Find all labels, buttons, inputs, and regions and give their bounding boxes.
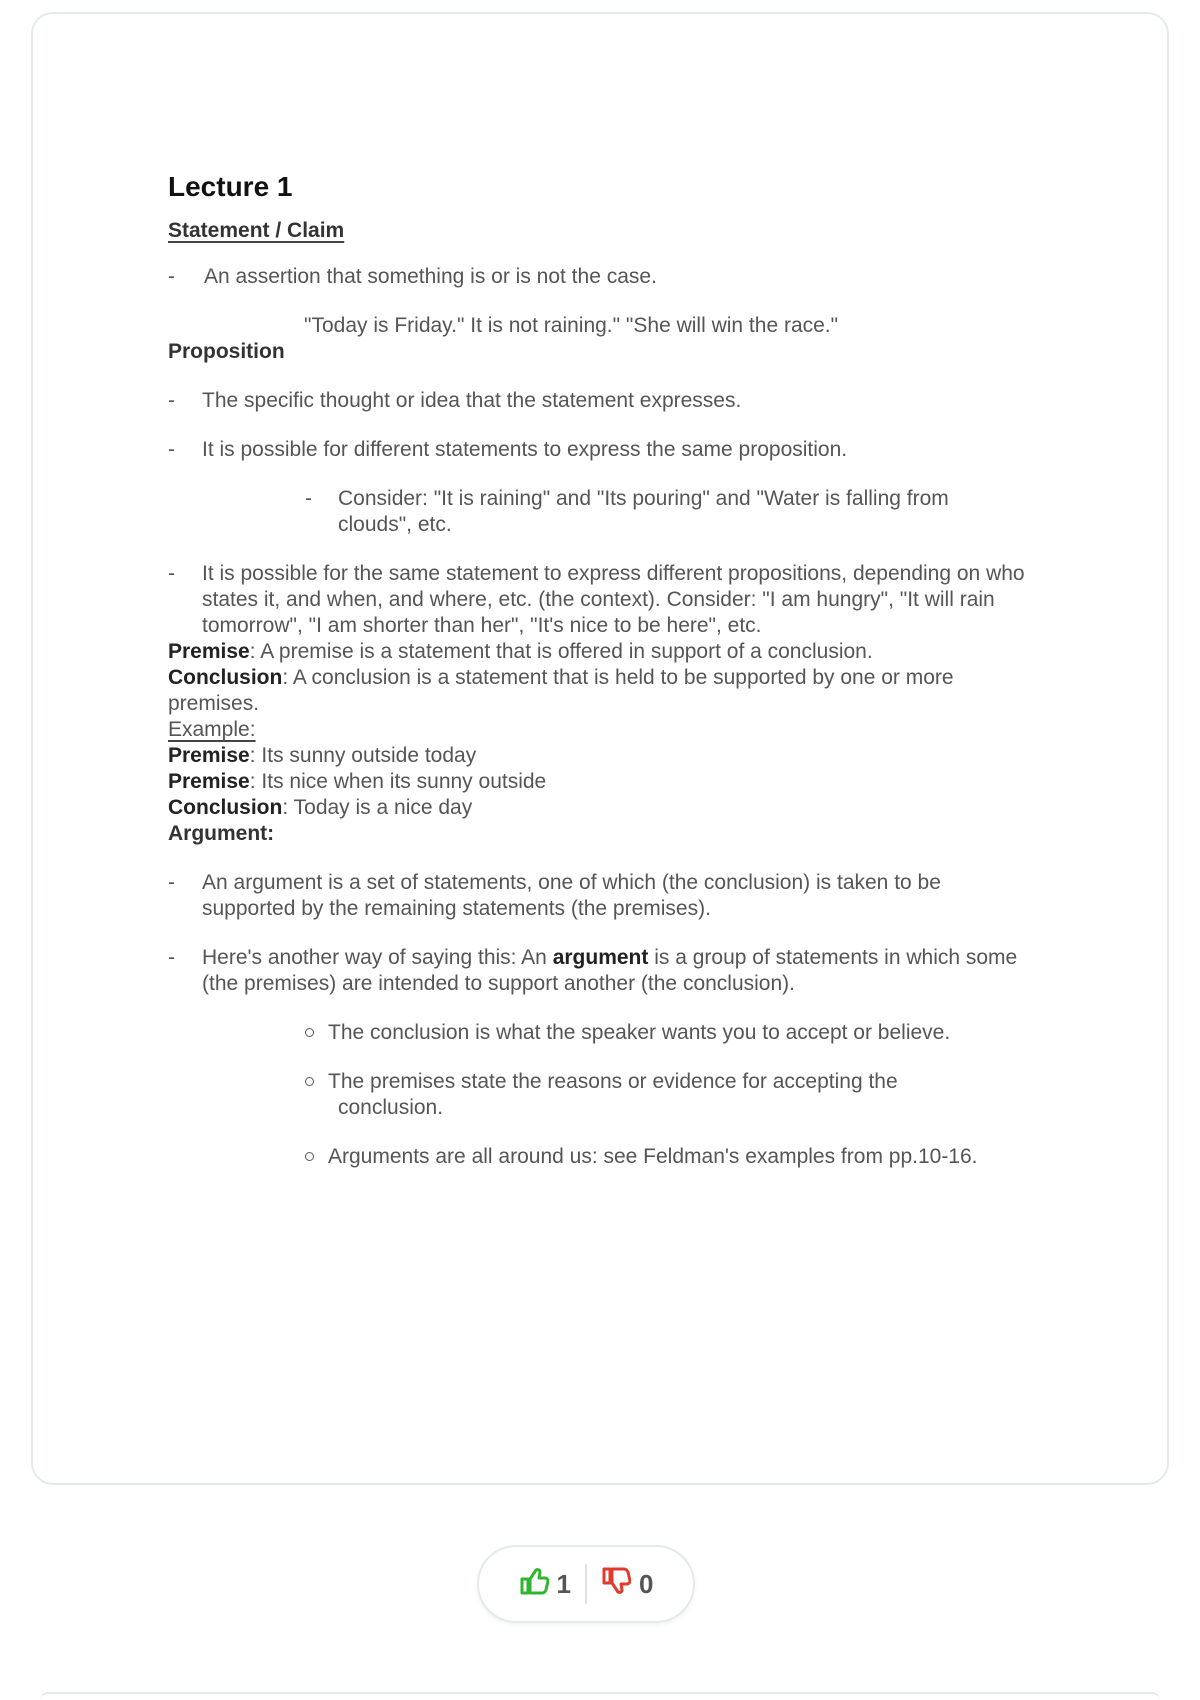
list-item bbox=[168, 1069, 1058, 1121]
statement-example: "Today is Friday." It is not raining." "She will win the race." bbox=[304, 314, 839, 337]
list-item bbox=[168, 1144, 1058, 1170]
example-label: Example: bbox=[168, 718, 256, 741]
example-premise-2 bbox=[168, 769, 1058, 795]
thumbs-down-icon bbox=[601, 1567, 631, 1602]
example-premise-1 bbox=[168, 743, 1058, 769]
dash-bullet: - bbox=[168, 389, 175, 412]
argument-sub-3: Arguments are all around us: see Feldman's examples from pp.10-16. bbox=[328, 1145, 978, 1168]
argument-item-2-post: is a group of statements in which some (the premises) are intended to support another (the conclusion). bbox=[202, 946, 1018, 995]
vote-bar bbox=[477, 1545, 695, 1623]
premise-label: Premise bbox=[168, 640, 250, 663]
argument-sub-2-line-1: The premises state the reasons or evidence for accepting the bbox=[328, 1070, 898, 1093]
downvote-count: 0 bbox=[639, 1568, 654, 1599]
page-title: Lecture 1 bbox=[168, 171, 293, 202]
list-item bbox=[168, 486, 1058, 538]
argument-sub-2 bbox=[168, 1069, 1058, 1121]
conclusion-label: Conclusion bbox=[168, 796, 283, 819]
premise-text: : A premise is a statement that is offered in support of a conclusion. bbox=[249, 640, 873, 663]
premise-definition bbox=[168, 639, 1058, 665]
upvote-button[interactable] bbox=[505, 1567, 585, 1602]
list-item bbox=[168, 437, 1058, 463]
thumbs-up-icon bbox=[519, 1567, 549, 1602]
next-card-edge bbox=[40, 1692, 1160, 1700]
list-item bbox=[168, 313, 1058, 339]
conclusion-label: Conclusion bbox=[168, 666, 283, 689]
dash-bullet: - bbox=[168, 265, 175, 288]
argument-sub-2-line-2: conclusion. bbox=[338, 1096, 444, 1119]
proposition-item-2: It is possible for different statements to express the same proposition. bbox=[202, 438, 848, 461]
conclusion-text: : Today is a nice day bbox=[282, 796, 473, 819]
proposition-item-3: It is possible for the same statement to express different propositions, depending on who states it, and when, and where, etc. (the context). Consider: "I am hungry", "It will rain tomorrow", "I am shorter than her", "It's nice to be here", etc. bbox=[202, 562, 1025, 637]
list-item bbox=[168, 945, 1058, 997]
circle-bullet bbox=[305, 1152, 314, 1161]
dash-bullet: - bbox=[168, 562, 175, 585]
dash-bullet: - bbox=[168, 871, 175, 894]
argument-sub-1: The conclusion is what the speaker wants you to accept or believe. bbox=[328, 1021, 951, 1044]
proposition-heading: Proposition bbox=[168, 340, 285, 363]
premise-label: Premise bbox=[168, 770, 250, 793]
circle-bullet bbox=[305, 1028, 314, 1037]
upvote-count: 1 bbox=[556, 1568, 571, 1599]
list-item bbox=[168, 388, 1058, 414]
proposition-item-1: The specific thought or idea that the statement expresses. bbox=[202, 389, 742, 412]
list-item bbox=[168, 870, 1058, 922]
premise-label: Premise bbox=[168, 744, 250, 767]
proposition-item-2-sub: Consider: "It is raining" and "Its pouring" and "Water is falling from clouds", etc. bbox=[338, 487, 949, 536]
statement-definition: An assertion that something is or is not the case. bbox=[204, 265, 657, 288]
argument-heading: Argument: bbox=[168, 822, 275, 845]
dash-bullet: - bbox=[305, 487, 312, 510]
example-conclusion bbox=[168, 795, 1058, 821]
argument-item-2 bbox=[168, 945, 1058, 997]
conclusion-text: : A conclusion is a statement that is held to be supported by one or more premises. bbox=[168, 666, 954, 715]
list-item bbox=[168, 561, 1058, 639]
premise-text: : Its nice when its sunny outside bbox=[249, 770, 547, 793]
dash-bullet: - bbox=[168, 946, 175, 969]
statement-heading: Statement / Claim bbox=[168, 219, 345, 242]
argument-term: argument bbox=[552, 946, 649, 969]
document-body bbox=[168, 170, 1058, 1170]
dash-bullet: - bbox=[168, 438, 175, 461]
list-item bbox=[168, 1020, 1058, 1046]
conclusion-definition bbox=[168, 665, 1058, 717]
argument-item-2-pre: Here's another way of saying this: An bbox=[202, 946, 553, 969]
premise-text: : Its sunny outside today bbox=[249, 744, 477, 767]
circle-bullet bbox=[305, 1077, 314, 1086]
list-item bbox=[168, 264, 1058, 290]
argument-item-1: An argument is a set of statements, one of which (the conclusion) is taken to be supported by the remaining statements (the premises). bbox=[202, 871, 941, 920]
downvote-button[interactable] bbox=[587, 1567, 667, 1602]
